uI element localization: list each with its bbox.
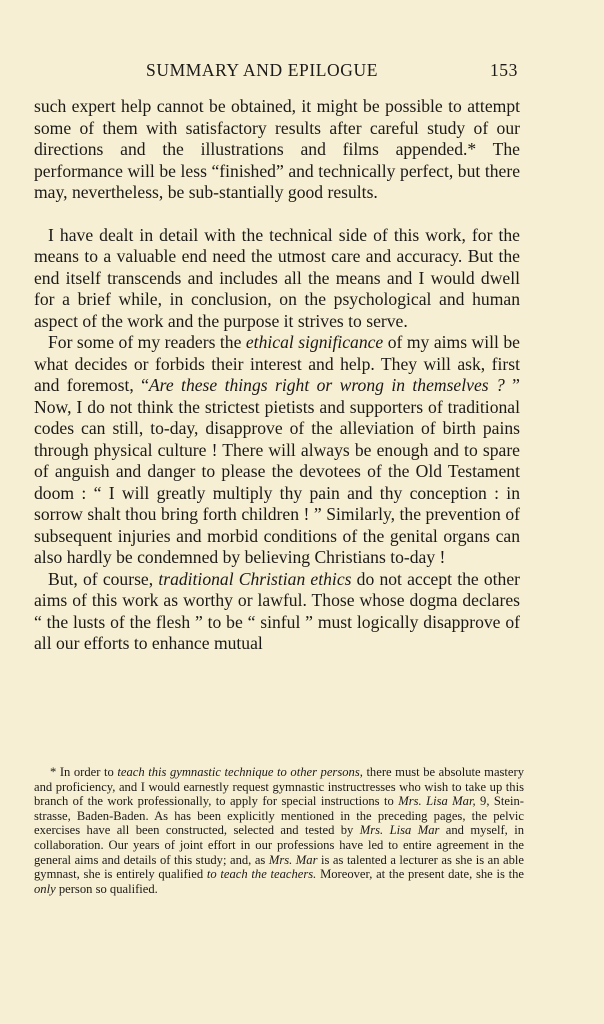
- running-header: [34, 60, 518, 82]
- text-run: 9, Stein-strasse, Baden-Baden. As has been explicitly mentioned in the preceding pages, the pelvic exercises have all been constructed, selected and tested by: [34, 794, 524, 838]
- text-run: But, of course,: [48, 568, 154, 589]
- italic-emphasis: Mrs. Lisa Mar,: [398, 794, 476, 809]
- italic-emphasis: Mrs. Lisa Mar: [359, 823, 440, 838]
- paragraph-4: [34, 569, 520, 655]
- italic-emphasis: Mrs. Mar: [268, 852, 318, 867]
- text-run: there must be absolute mastery and proficiency, and I would earnestly request gymnastic instructresses who wish to take up this branch of the work professionally, to apply for special instructions to: [34, 765, 525, 809]
- text-run: is as talented a lecturer as she is an able gymnast, she is entirely qualified: [34, 852, 524, 882]
- text-run: Moreover, at the present date, she is the: [320, 867, 524, 882]
- footnote-paragraph: [34, 765, 524, 896]
- footnote: [34, 765, 524, 896]
- page-number: 153: [489, 60, 518, 80]
- paragraph-3: [34, 332, 520, 569]
- text-run: do not accept the other aims of this work as worthy or lawful. Those whose dogma declares “ the lusts of the flesh ” to be “ sinful ” must logically disapprove of all our efforts to enhance mutual: [34, 568, 521, 653]
- text-run: For some of my readers the: [48, 332, 242, 352]
- main-text: [34, 96, 520, 655]
- text-run: of my aims will be what decides or forbids their interest and help. They will ask, first and foremost, “: [34, 332, 520, 395]
- italic-emphasis: only: [34, 881, 56, 896]
- chapter-title: SUMMARY AND EPILOGUE: [146, 60, 379, 80]
- italic-emphasis: traditional Christian ethics: [158, 568, 352, 589]
- paragraph-1: such expert help cannot be obtained, it might be possible to attempt some of them with satisfactory results after careful study of our directions and the illustrations and films appended.* The performance will be less “finished” and technically perfect, but there may, nevertheless, be sub-stantially good results.: [34, 96, 520, 202]
- text-run: person so qualified.: [58, 881, 158, 896]
- italic-emphasis: teach this gymnastic technique to other persons,: [117, 765, 363, 779]
- text-run: and myself, in collaboration. Our years of joint effort in our professions have led to entire agreement in the general aims and details of this study; and, as: [34, 823, 524, 867]
- text-run: ” Now, I do not think the strictest pietists and supporters of traditional codes can still, to-day, disapprove of the alleviation of birth pains through physical culture ! There will always be enough and to spare of anguish and danger to please the devotees of the Old Testament doom : “ I will greatly multiply thy pain and thy conception : in sorrow shalt thou bring forth children ! ” Similarly, the prevention of subsequent injuries and morbid conditions of the genital organs can also hardly be condemned by believing Christians to-day !: [34, 375, 520, 567]
- text-run: * In order to: [50, 765, 114, 779]
- paragraph-2: I have dealt in detail with the technical side of this work, for the means to a valuable end need the utmost care and accuracy. But the end itself transcends and includes all the means and I would dwell for a brief while, in conclusion, on the psychological and human aspect of the work and the purpose it strives to serve.: [34, 224, 520, 331]
- italic-emphasis: to teach the teachers.: [206, 867, 317, 882]
- italic-emphasis: ethical significance: [245, 332, 384, 352]
- italic-emphasis: Are these things right or wrong in themselves ?: [148, 375, 505, 395]
